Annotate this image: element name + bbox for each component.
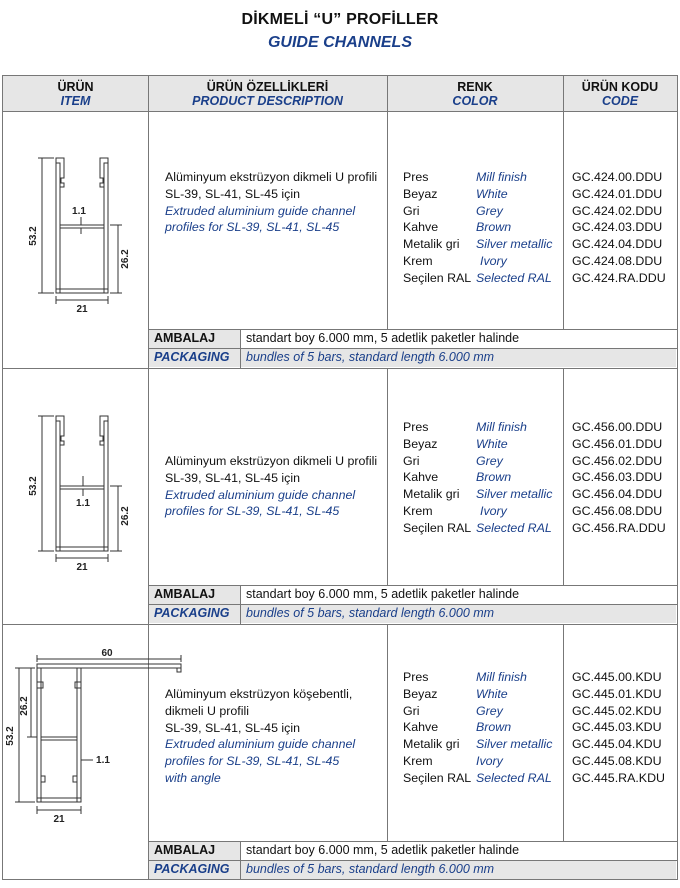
product-codes-3 bbox=[572, 669, 665, 787]
packaging-label-tr: AMBALAJ bbox=[154, 843, 216, 857]
dim-width-label: 21 bbox=[76, 304, 88, 315]
color-tr: Krem bbox=[403, 503, 433, 518]
packaging-label-en: PACKAGING bbox=[154, 862, 230, 876]
color-tr: Metalik gri bbox=[403, 737, 460, 752]
color-tr: Beyaz bbox=[403, 436, 438, 451]
packaging-label-tr: AMBALAJ bbox=[154, 587, 216, 601]
color-tr: Gri bbox=[403, 453, 420, 468]
product-code: GC.424.00.DDU bbox=[572, 170, 663, 184]
color-en: White bbox=[476, 186, 508, 201]
color-en: Selected RAL bbox=[476, 270, 552, 285]
packaging-text-en: bundles of 5 bars, standard length 6.000 mm bbox=[246, 862, 495, 876]
product-code: GC.424.08.DDU bbox=[572, 253, 663, 268]
color-names-en-2 bbox=[476, 419, 552, 537]
color-tr: Pres bbox=[403, 420, 429, 434]
color-en: Selected RAL bbox=[476, 520, 552, 535]
product-code: GC.456.00.DDU bbox=[572, 420, 663, 434]
color-en: White bbox=[476, 686, 508, 701]
color-names-tr-2 bbox=[403, 419, 471, 537]
description-en-line: profiles for SL-39, SL-41, SL-45 bbox=[165, 754, 340, 769]
column-divider bbox=[387, 625, 388, 841]
color-tr: Kahve bbox=[403, 470, 439, 485]
color-en: Silver metallic bbox=[476, 487, 553, 502]
color-names-tr-3 bbox=[403, 669, 471, 787]
table-border-right bbox=[677, 75, 678, 880]
header-color-tr: RENK bbox=[457, 80, 493, 94]
color-tr: Metalik gri bbox=[403, 487, 460, 502]
color-en: Brown bbox=[476, 470, 512, 485]
description-en-line: profiles for SL-39, SL-41, SL-45 bbox=[165, 220, 340, 235]
dim-width-label: 21 bbox=[53, 814, 65, 825]
dim-height-label: 53.2 bbox=[28, 226, 39, 246]
page-title: DİKMELİ “U” PROFİLLER bbox=[241, 11, 439, 28]
color-tr: Kahve bbox=[403, 220, 439, 235]
product-code: GC.424.RA.DDU bbox=[572, 270, 666, 285]
table-border-bottom bbox=[2, 879, 678, 880]
product-code: GC.456.04.DDU bbox=[572, 487, 663, 502]
product-code: GC.445.04.KDU bbox=[572, 737, 662, 752]
row-divider bbox=[2, 368, 678, 369]
color-names-tr-1 bbox=[403, 169, 471, 287]
dim-flange-label: 60 bbox=[101, 648, 113, 659]
product-code: GC.445.03.KDU bbox=[572, 720, 662, 735]
description-tr-line: Alüminyum ekstrüzyon dikmeli U profili bbox=[165, 170, 378, 184]
product-codes-2 bbox=[572, 419, 666, 537]
profile-drawing-1 bbox=[20, 150, 145, 315]
page-subtitle: GUIDE CHANNELS bbox=[267, 34, 412, 51]
description-en-line: Extruded aluminium guide channel bbox=[165, 203, 356, 218]
product-description-1 bbox=[165, 169, 377, 236]
product-code: GC.456.01.DDU bbox=[572, 436, 663, 451]
product-description-3 bbox=[165, 686, 355, 787]
header-code-tr: ÜRÜN KODU bbox=[581, 80, 659, 94]
product-code: GC.456.03.DDU bbox=[572, 470, 663, 485]
packaging-text-en: bundles of 5 bars, standard length 6.000 mm bbox=[246, 350, 495, 364]
color-names-en-1 bbox=[476, 169, 552, 287]
description-tr-line: Alüminyum ekstrüzyon dikmeli U profili bbox=[165, 454, 378, 468]
product-code: GC.424.03.DDU bbox=[572, 220, 663, 235]
color-tr: Seçilen RAL bbox=[403, 770, 472, 785]
header-item bbox=[3, 75, 148, 112]
color-tr: Seçilen RAL bbox=[403, 270, 472, 285]
header-description-tr: ÜRÜN ÖZELLİKLERİ bbox=[206, 80, 329, 94]
color-en: Ivory bbox=[480, 253, 507, 268]
color-en: Grey bbox=[476, 453, 503, 468]
dim-height-label: 53.2 bbox=[28, 476, 39, 496]
product-code: GC.445.RA.KDU bbox=[572, 770, 665, 785]
color-en: Brown bbox=[476, 220, 512, 235]
description-en-line: Extruded aluminium guide channel bbox=[165, 737, 356, 752]
description-tr-line: dikmeli U profili bbox=[165, 703, 249, 718]
column-divider bbox=[387, 75, 388, 329]
header-item-en: ITEM bbox=[60, 94, 91, 108]
color-en: Silver metallic bbox=[476, 237, 553, 252]
product-code: GC.445.00.KDU bbox=[572, 670, 662, 684]
color-en: Ivory bbox=[476, 753, 503, 768]
color-en: Selected RAL bbox=[476, 770, 552, 785]
color-en: Grey bbox=[476, 703, 503, 718]
color-tr: Metalik gri bbox=[403, 237, 460, 252]
row-divider bbox=[2, 624, 678, 625]
description-tr-line: Alüminyum ekstrüzyon köşebentli, bbox=[165, 687, 353, 701]
description-en-line: profiles for SL-39, SL-41, SL-45 bbox=[165, 504, 340, 519]
header-code bbox=[563, 75, 677, 112]
header-item-tr: ÜRÜN bbox=[57, 80, 94, 94]
color-tr: Gri bbox=[403, 703, 420, 718]
dim-wall-label: 1.1 bbox=[72, 206, 86, 217]
description-tr-line: SL-39, SL-41, SL-45 için bbox=[165, 720, 300, 735]
product-code: GC.456.08.DDU bbox=[572, 503, 663, 518]
product-code: GC.456.02.DDU bbox=[572, 453, 663, 468]
color-tr: Pres bbox=[403, 670, 429, 684]
product-code: GC.424.02.DDU bbox=[572, 203, 663, 218]
header-color bbox=[387, 75, 563, 112]
product-code: GC.445.08.KDU bbox=[572, 753, 662, 768]
color-tr: Krem bbox=[403, 753, 433, 768]
packaging-text-tr: standart boy 6.000 mm, 5 adetlik paketler halinde bbox=[246, 843, 520, 857]
header-color-en: COLOR bbox=[452, 94, 498, 108]
column-divider bbox=[387, 368, 388, 585]
dim-inner-label: 26.2 bbox=[120, 249, 131, 269]
description-tr-line: SL-39, SL-41, SL-45 için bbox=[165, 470, 300, 485]
profile-drawing-3 bbox=[3, 648, 188, 828]
product-code: GC.424.01.DDU bbox=[572, 186, 663, 201]
profile-drawing-2 bbox=[20, 408, 145, 573]
color-en: White bbox=[476, 436, 508, 451]
color-names-en-3 bbox=[476, 669, 552, 787]
column-divider bbox=[563, 368, 564, 585]
packaging-text-en: bundles of 5 bars, standard length 6.000 mm bbox=[246, 606, 495, 620]
color-tr: Gri bbox=[403, 203, 420, 218]
column-divider bbox=[563, 75, 564, 329]
color-en: Mill finish bbox=[476, 420, 527, 434]
color-en: Ivory bbox=[480, 503, 507, 518]
header-code-en: CODE bbox=[601, 94, 639, 108]
column-divider bbox=[563, 625, 564, 841]
packaging-label-en: PACKAGING bbox=[154, 606, 230, 620]
color-en: Brown bbox=[476, 720, 512, 735]
packaging-text-tr: standart boy 6.000 mm, 5 adetlik paketler halinde bbox=[246, 587, 520, 601]
description-en-line: Extruded aluminium guide channel bbox=[165, 487, 356, 502]
dim-wall-label: 1.1 bbox=[96, 755, 110, 766]
color-en: Mill finish bbox=[476, 670, 527, 684]
color-tr: Beyaz bbox=[403, 186, 438, 201]
packaging-label-en: PACKAGING bbox=[154, 350, 230, 364]
color-en: Mill finish bbox=[476, 170, 527, 184]
color-tr: Beyaz bbox=[403, 686, 438, 701]
color-tr: Seçilen RAL bbox=[403, 520, 472, 535]
product-code: GC.456.RA.DDU bbox=[572, 520, 666, 535]
dim-inner-label: 26.2 bbox=[120, 506, 131, 526]
product-code: GC.445.02.KDU bbox=[572, 703, 662, 718]
header-description bbox=[148, 75, 387, 112]
dim-wall-label: 1.1 bbox=[76, 498, 90, 509]
description-en-line: with angle bbox=[165, 770, 221, 785]
color-tr: Pres bbox=[403, 170, 429, 184]
dim-height-label: 53.2 bbox=[5, 726, 16, 746]
product-code: GC.424.04.DDU bbox=[572, 237, 663, 252]
dim-inner-label: 26.2 bbox=[19, 696, 30, 716]
product-description-2 bbox=[165, 453, 377, 520]
header-description-en: PRODUCT DESCRIPTION bbox=[192, 94, 343, 108]
description-tr-line: SL-39, SL-41, SL-45 için bbox=[165, 186, 300, 201]
color-tr: Kahve bbox=[403, 720, 439, 735]
packaging-label-tr: AMBALAJ bbox=[154, 331, 216, 345]
product-codes-1 bbox=[572, 169, 666, 287]
product-code: GC.445.01.KDU bbox=[572, 686, 662, 701]
color-en: Silver metallic bbox=[476, 737, 553, 752]
dim-width-label: 21 bbox=[76, 562, 88, 573]
color-en: Grey bbox=[476, 203, 503, 218]
packaging-text-tr: standart boy 6.000 mm, 5 adetlik paketler halinde bbox=[246, 331, 520, 345]
color-tr: Krem bbox=[403, 253, 433, 268]
